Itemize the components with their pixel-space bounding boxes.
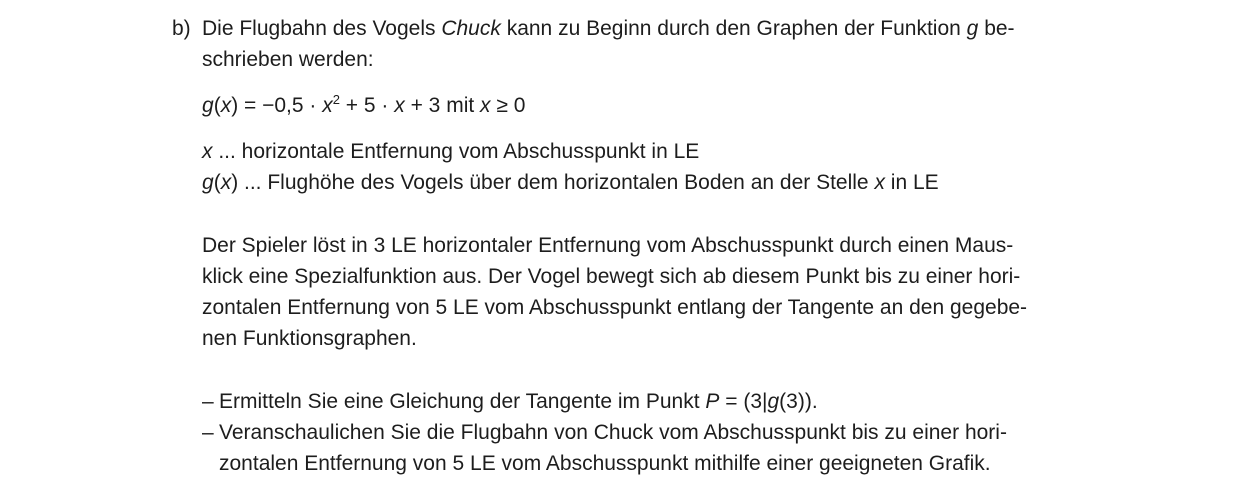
list-item-2-line-1: Veranschaulichen Sie die Flugbahn von Chuck vom Abschusspunkt bis zu einer hori-: [219, 421, 1007, 444]
list-dash-1: –: [202, 390, 214, 413]
intro-text-a: Die Flugbahn des Vogels: [202, 17, 442, 40]
formula-part2: + 5 ·: [339, 94, 395, 117]
intro-text-c: be-: [978, 17, 1015, 40]
definition-fn: g: [202, 171, 214, 194]
definition-text-var: x: [874, 171, 885, 194]
definition-text: ... horizontale Entfernung vom Abschusspunkt in LE: [212, 140, 700, 163]
formula-var: x: [220, 94, 232, 117]
paragraph-line-3: zontalen Entfernung von 5 LE vom Abschusspunkt entlang der Tangente an den gegebe-: [202, 296, 1028, 319]
item1-text-a: Ermitteln Sie eine Gleichung der Tangente im Punkt: [219, 390, 706, 413]
list-item-1: [219, 391, 818, 412]
formula-exponent: 2: [332, 92, 340, 107]
paragraph-line-1: Der Spieler löst in 3 LE horizontaler Entfernung vom Abschusspunkt durch einen Maus-: [202, 234, 1014, 257]
formula-condition: ≥ 0: [490, 94, 526, 117]
formula-x: x: [322, 94, 333, 117]
formula-fn: g: [202, 94, 214, 117]
intro-text-b: kann zu Beginn durch den Graphen der Funktion: [500, 17, 967, 40]
definition-var: x: [220, 171, 232, 194]
item1-text-b: = (3|: [719, 390, 768, 413]
task-label: b): [172, 17, 191, 40]
intro-line-2: schrieben werden:: [202, 48, 374, 71]
definition-text-b: in LE: [884, 171, 939, 194]
definition-gx: g(x) ... Flughöhe des Vogels über dem horizontalen Boden an der Stelle x in LE: [202, 171, 939, 194]
bird-name: Chuck: [441, 17, 501, 40]
paragraph-line-4: nen Funktionsgraphen.: [202, 327, 417, 350]
definition-symbol: x: [202, 140, 213, 163]
definition-x: [202, 141, 699, 162]
list-dash-2: –: [202, 421, 214, 444]
item1-point: P: [705, 390, 720, 413]
item1-fn: g: [767, 390, 780, 413]
item1-text-c: (3)).: [779, 390, 818, 413]
function-name: g: [966, 17, 979, 40]
intro-line-1: [202, 18, 1015, 39]
formula-x3: x: [480, 94, 491, 117]
definition-text-a: ) ... Flughöhe des Vogels über dem horizontalen Boden an der Stelle: [231, 171, 875, 194]
paragraph-line-2: klick eine Spezialfunktion aus. Der Vogel bewegt sich ab diesem Punkt bis zu einer hori-: [202, 265, 1021, 288]
formula-part1: ) = −0,5 ·: [231, 94, 323, 117]
formula: $g(x) = -0,5 \cdot x^2 + 5 \cdot x + 3$ mit x ≥ 0: [202, 92, 526, 117]
formula-part3: + 3 mit: [404, 94, 481, 117]
formula-x2: x: [394, 94, 405, 117]
list-item-2-line-2: zontalen Entfernung von 5 LE vom Abschusspunkt mithilfe einer geeigneten Grafik.: [219, 452, 991, 475]
